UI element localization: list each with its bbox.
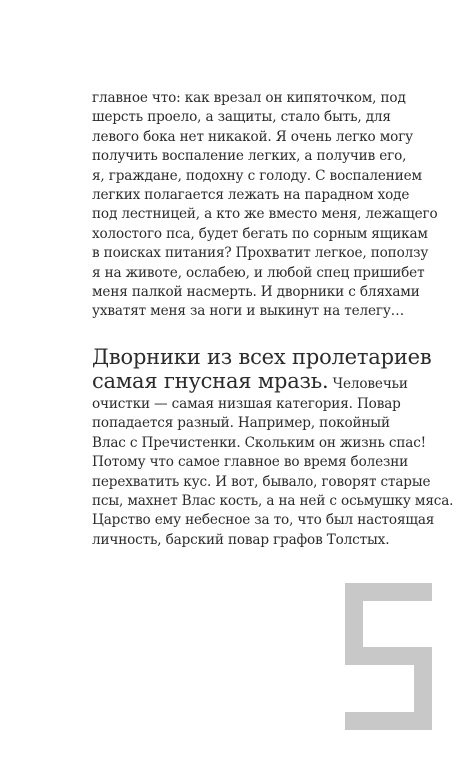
text-line: под лестницей, а кто же вместо меня, лежащего [92,206,438,223]
text-line: личность, барский повар графов Толстых. [92,531,390,548]
text-line: я, граждане, подохну с голоду. С воспалением [92,167,422,184]
text-line: главное что: как врезал он кипяточком, под [92,90,406,106]
text-line: очистки — самая низшая категория. Повар [92,395,401,412]
text-line: шерсть проело, а защиты, стало быть, для [92,109,391,126]
text-line: холостого пса, будет бегать по сорным ящикам [92,225,428,242]
text-line: перехватить кус. И вот, бывало, говорят старые [92,473,431,490]
text-line: ухватят меня за ноги и выкинут на телегу… [92,303,405,320]
text-line: псы, махнет Влас кость, а на ней с осьмушку мяса. [92,492,454,509]
text-line: я на животе, ослабею, и любой спец пришибет [92,264,425,281]
text-fragment: Человечьи [332,375,408,392]
text-line: легких полагается лежать на парадном ходе [92,187,410,204]
text-line: меня палкой насмерть. И дворники с бляхами [92,284,420,301]
paragraph-1 [92,89,438,322]
text-column [92,89,454,550]
text-line: в поисках питания? Прохватит легкое, поползу [92,245,429,262]
section-mark-icon [345,583,432,730]
text-line: Влас с Пречистенки. Скольким он жизнь спас! [92,434,426,451]
text-line: попадается разный. Например, покойный [92,415,390,432]
emphasis-text: Дворники из всех пролетариев [92,344,432,369]
emphasis-text: самая гнусная мразь. [92,368,329,393]
text-line: Потому что самое главное во время болезни [92,454,409,471]
text-line: Царство ему небесное за то, что был настоящая [92,512,435,529]
text-line [92,368,432,395]
paragraph-2 [92,344,454,550]
text-line: левого бока нет никакой. Я очень легко могу [92,128,414,145]
text-line: получить воспаление легких, а получив его, [92,148,407,165]
